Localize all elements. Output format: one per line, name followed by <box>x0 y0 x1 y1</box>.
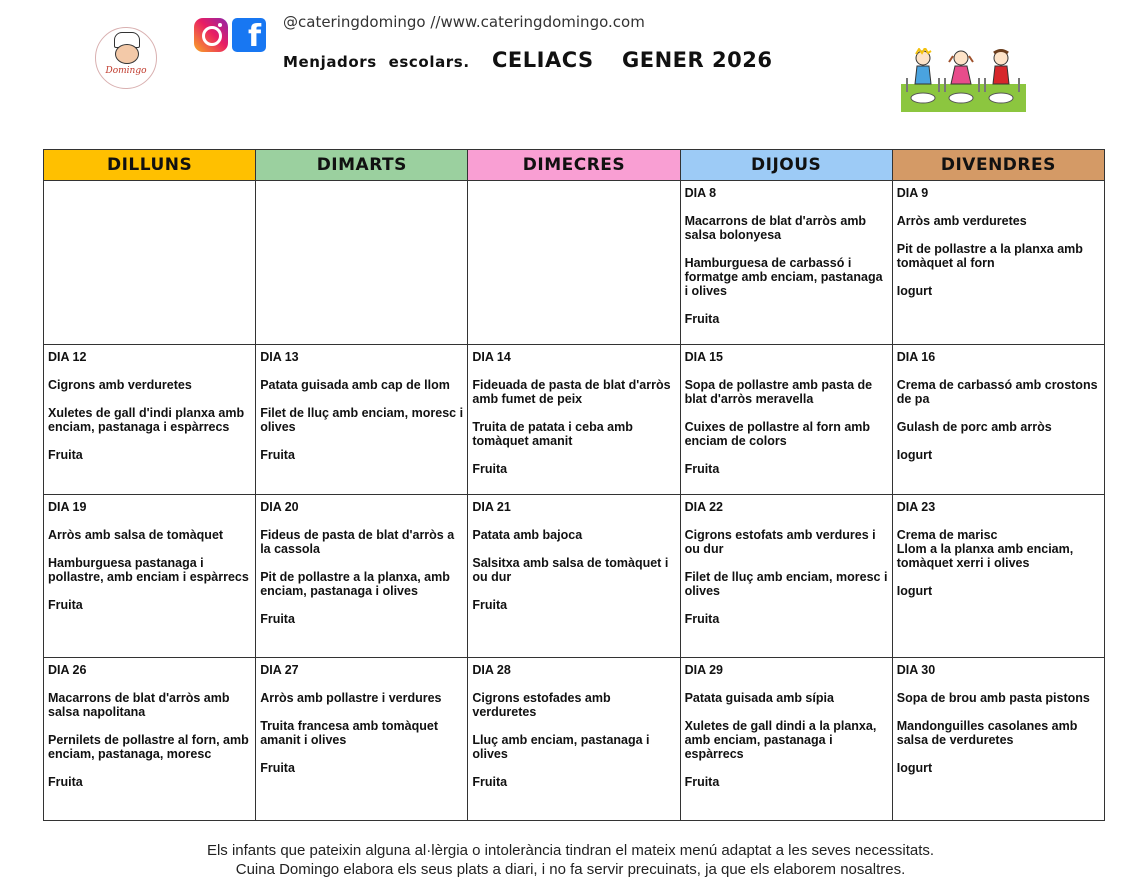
weekday-header-row <box>44 150 1105 181</box>
dish-item: Hamburguesa de carbassó i formatge amb enciam, pastanaga i olives <box>684 256 883 298</box>
dish-item: Pit de pollastre a la planxa, amb enciam, pastanaga i olives <box>260 570 450 598</box>
day-number: DIA 20 <box>260 500 299 514</box>
dish-item: Pit de pollastre a la planxa amb tomàquet al forn <box>896 242 1083 270</box>
day-number: DIA 30 <box>896 663 936 677</box>
kitchen-note: Cuina Domingo elabora els seus plats a diari, i no fa servir precuinats, ja que els elaborem nosaltres. <box>235 861 906 878</box>
weekday-header: DILLUNS <box>44 150 256 181</box>
dish-item: Crema de marisc <box>896 528 998 542</box>
kids-eating-illustration <box>901 48 1026 112</box>
dish-item: Cuixes de pollastre al forn amb enciam de colors <box>684 420 871 448</box>
dish-item: Salsitxa amb salsa de tomàquet i ou dur <box>472 556 669 584</box>
dish-item: Cigrons estofats amb verdures i ou dur <box>684 528 876 556</box>
day-number: DIA 22 <box>684 500 724 514</box>
dish-item: Arròs amb verduretes <box>896 214 1027 228</box>
day-number: DIA 16 <box>896 350 936 364</box>
dish-item: Fruita <box>472 775 508 789</box>
weekly-menu-table <box>43 149 1105 821</box>
dish-item: Truita de patata i ceba amb tomàquet amanit <box>472 420 633 448</box>
dish-item: Arròs amb salsa de tomàquet <box>48 528 224 542</box>
dish-item: Iogurt <box>896 584 933 598</box>
day-cell <box>892 658 1104 821</box>
dish-item: Lluç amb enciam, pastanaga i olives <box>472 733 650 761</box>
day-number: DIA 13 <box>260 350 299 364</box>
dish-item: Truita francesa amb tomàquet amanit i olives <box>260 719 439 747</box>
week-row <box>44 495 1105 658</box>
dish-item: Fruita <box>48 448 83 462</box>
day-cell <box>468 345 680 495</box>
dish-item: Fruita <box>48 775 83 789</box>
day-cell <box>680 495 892 658</box>
dish-item: Fruita <box>684 312 720 326</box>
dish-item: Hamburguesa pastanaga i pollastre, amb enciam i espàrrecs <box>48 556 249 584</box>
allergy-note: Els infants que pateixin alguna al·lèrgia o intolerància tindran el mateix menú adaptat a les seves necessitats. <box>206 842 935 859</box>
dish-item: Macarrons de blat d'arròs amb salsa napolitana <box>48 691 230 719</box>
dish-item: Iogurt <box>896 448 933 462</box>
day-number: DIA 9 <box>896 186 929 200</box>
weekday-header: DIVENDRES <box>892 150 1104 181</box>
day-cell <box>892 345 1104 495</box>
day-number: DIA 27 <box>260 663 299 677</box>
dish-item: Fruita <box>684 462 720 476</box>
day-cell <box>892 181 1104 345</box>
day-number: DIA 21 <box>472 500 511 514</box>
dish-item: Filet de lluç amb enciam, moresc i olives <box>684 570 888 598</box>
week-row <box>44 658 1105 821</box>
day-number: DIA 14 <box>472 350 511 364</box>
dish-item: Xuletes de gall dindi a la planxa, amb enciam, pastanaga i espàrrecs <box>684 719 877 761</box>
instagram-icon[interactable] <box>194 18 228 52</box>
dish-item: Llom a la planxa amb enciam, tomàquet xerri i olives <box>896 542 1074 570</box>
dish-item: Crema de carbassó amb crostons de pa <box>896 378 1098 406</box>
day-cell <box>44 181 256 345</box>
day-cell <box>468 495 680 658</box>
dish-item: Fruita <box>472 462 508 476</box>
dish-item: Macarrons de blat d'arròs amb salsa bolonyesa <box>684 214 867 242</box>
day-cell <box>680 345 892 495</box>
diet-title: CELIACS <box>492 48 594 72</box>
dish-item: Fruita <box>684 612 720 626</box>
day-cell <box>44 495 256 658</box>
month-title: GENER 2026 <box>622 48 773 72</box>
dish-item: Fruita <box>684 775 720 789</box>
day-cell <box>256 345 468 495</box>
dish-item: Patata guisada amb sípia <box>684 691 834 705</box>
dish-item: Patata guisada amb cap de llom <box>260 378 450 392</box>
dish-item: Filet de lluç amb enciam, moresc i olives <box>260 406 464 434</box>
day-number: DIA 26 <box>48 663 87 677</box>
contact-info: @cateringdomingo //www.cateringdomingo.com <box>283 13 645 31</box>
day-number: DIA 19 <box>48 500 87 514</box>
day-number: DIA 28 <box>472 663 511 677</box>
week-row <box>44 345 1105 495</box>
day-number: DIA 29 <box>684 663 724 677</box>
dish-item: Fruita <box>260 761 295 775</box>
dish-item: Cigrons amb verduretes <box>48 378 192 392</box>
dish-item: Fruita <box>48 598 83 612</box>
chef-face-icon <box>115 44 139 64</box>
weekday-header: DIJOUS <box>680 150 892 181</box>
menu-subtitle: Menjadors escolars. <box>283 53 470 71</box>
day-number: DIA 15 <box>684 350 724 364</box>
dish-item: Cigrons estofades amb verduretes <box>472 691 611 719</box>
dish-item: Arròs amb pollastre i verdures <box>260 691 442 705</box>
day-cell <box>256 181 468 345</box>
day-cell <box>892 495 1104 658</box>
dish-item: Xuletes de gall d'indi planxa amb enciam, pastanaga i espàrrecs <box>48 406 245 434</box>
day-cell <box>256 495 468 658</box>
day-cell <box>468 181 680 345</box>
day-cell <box>44 345 256 495</box>
dish-item: Fruita <box>260 448 295 462</box>
day-cell <box>680 658 892 821</box>
day-cell <box>680 181 892 345</box>
day-cell <box>44 658 256 821</box>
dish-item: Pernilets de pollastre al forn, amb enciam, pastanaga, moresc <box>48 733 249 761</box>
weekday-header: DIMARTS <box>256 150 468 181</box>
weekday-header: DIMECRES <box>468 150 680 181</box>
dish-item: Fideuada de pasta de blat d'arròs amb fumet de peix <box>472 378 671 406</box>
logo-text: Domingo <box>105 66 147 76</box>
day-number: DIA 23 <box>896 500 936 514</box>
day-number: DIA 8 <box>684 186 717 200</box>
day-cell <box>468 658 680 821</box>
day-cell <box>256 658 468 821</box>
social-icons <box>194 18 266 52</box>
day-number: DIA 12 <box>48 350 87 364</box>
dish-item: Iogurt <box>896 761 933 775</box>
dish-item: Fideus de pasta de blat d'arròs a la cassola <box>260 528 455 556</box>
dish-item: Gulash de porc amb arròs <box>896 420 1052 434</box>
catering-logo <box>95 27 157 89</box>
dish-item: Sopa de pollastre amb pasta de blat d'arròs meravella <box>684 378 873 406</box>
facebook-icon[interactable]: f <box>232 18 266 52</box>
dish-item: Fruita <box>472 598 508 612</box>
dish-item: Patata amb bajoca <box>472 528 583 542</box>
dish-item: Fruita <box>260 612 295 626</box>
dish-item: Mandonguilles casolanes amb salsa de verduretes <box>896 719 1078 747</box>
dish-item: Sopa de brou amb pasta pistons <box>896 691 1090 705</box>
week-row <box>44 181 1105 345</box>
dish-item: Iogurt <box>896 284 933 298</box>
